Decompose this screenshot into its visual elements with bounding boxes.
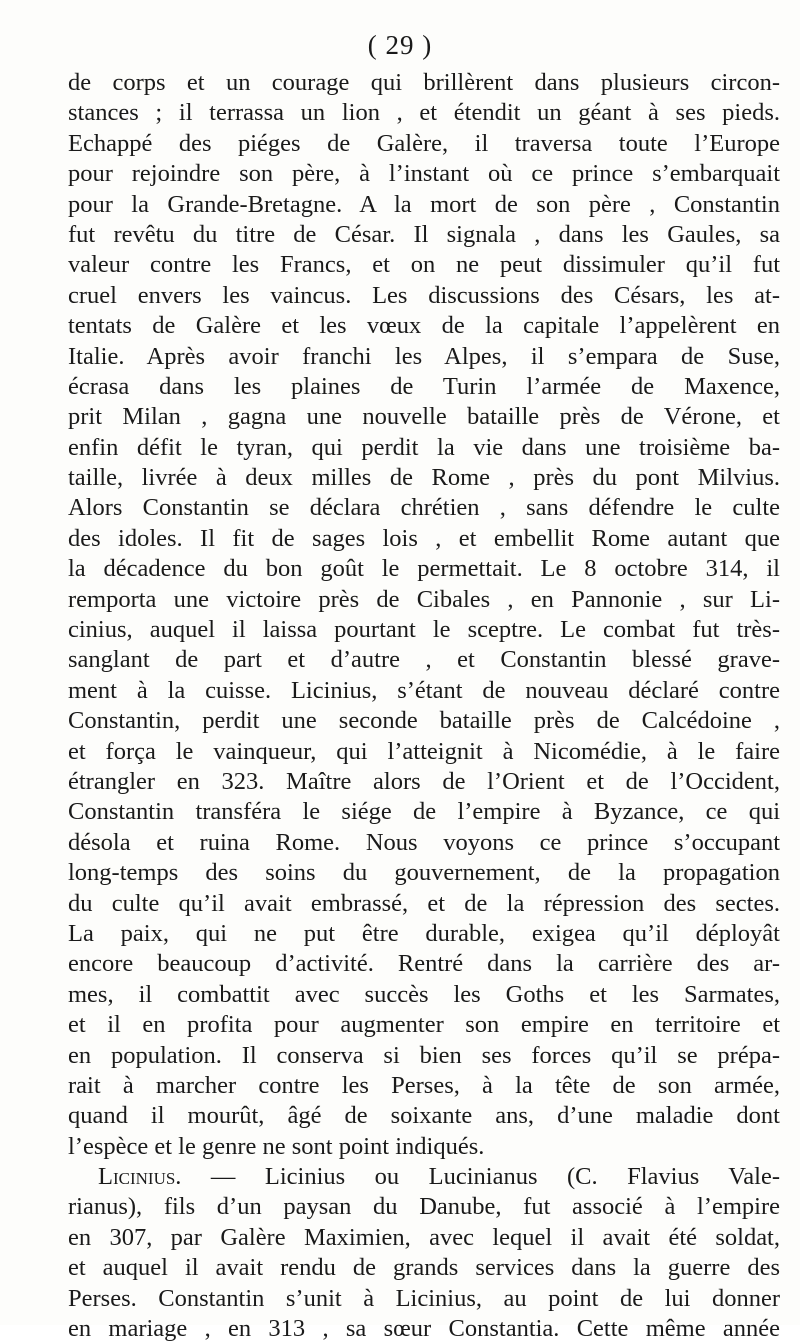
text-line: La paix, qui ne put être durable, exigea qu’il déployât xyxy=(68,919,780,947)
text-line: désola et ruina Rome. Nous voyons ce prince s’occupant xyxy=(68,828,780,856)
text-line: valeur contre les Francs, et on ne peut dissimuler qu’il fut xyxy=(68,251,780,279)
text-line: pour rejoindre son père, à l’instant où ce prince s’embarquait xyxy=(68,160,780,188)
text-line: mes, il combattit avec succès les Goths et les Sarmates, xyxy=(68,980,780,1008)
text-line: Italie. Après avoir franchi les Alpes, il s’empara de Suse, xyxy=(68,342,780,370)
text-line: quand il mourût, âgé de soixante ans, d’une maladie dont xyxy=(68,1102,780,1130)
text-line: fut revêtu du titre de César. Il signala , dans les Gaules, sa xyxy=(68,220,780,248)
text-line: Alors Constantin se déclara chrétien , sans défendre le culte xyxy=(68,494,780,522)
text-line: en 307, par Galère Maximien, avec lequel il avait été soldat, xyxy=(68,1223,780,1251)
text-line: remporta une victoire près de Cibales , en Pannonie , sur Li- xyxy=(68,585,780,613)
text-line: cinius, auquel il laissa pourtant le sceptre. Le combat fut très- xyxy=(68,616,780,644)
text-line: écrasa dans les plaines de Turin l’armée de Maxence, xyxy=(68,372,780,400)
text-line: du culte qu’il avait embrassé, et de la répression des sectes. xyxy=(68,889,780,917)
text-line: l’espèce et le genre ne sont point indiqués. xyxy=(68,1132,485,1160)
text-line: pour la Grande-Bretagne. A la mort de son père , Constantin xyxy=(68,190,780,218)
text-line: sanglant de part et d’autre , et Constantin blessé grave- xyxy=(68,646,780,674)
text-line: étrangler en 323. Maître alors de l’Orient et de l’Occident, xyxy=(68,767,780,795)
text-line: rait à marcher contre les Perses, à la tête de son armée, xyxy=(68,1071,780,1099)
text-line: prit Milan , gagna une nouvelle bataille près de Vérone, et xyxy=(68,403,780,431)
text-line: cruel envers les vaincus. Les discussions des Césars, les at- xyxy=(68,281,780,309)
text-line: ment à la cuisse. Licinius, s’étant de nouveau déclaré contre xyxy=(68,676,780,704)
text-line: Constantin, perdit une seconde bataille près de Calcédoine , xyxy=(68,707,780,735)
text-line: Constantin transféra le siége de l’empire à Byzance, ce qui xyxy=(68,798,780,826)
text-line: tentats de Galère et les vœux de la capitale l’appelèrent en xyxy=(68,312,780,340)
entry-heading: Licinius. xyxy=(98,1163,182,1191)
text-line xyxy=(68,1162,780,1192)
text-line: et il en profita pour augmenter son empire en territoire et xyxy=(68,1011,780,1039)
text-line: stances ; il terrassa un lion , et étendit un géant à ses pieds. xyxy=(68,99,780,127)
text-line: en population. Il conserva si bien ses forces qu’il se prépa- xyxy=(68,1041,780,1069)
text-line: enfin défit le tyran, qui perdit la vie dans une troisième ba- xyxy=(68,433,780,461)
text-line: et força le vainqueur, qui l’atteignit à Nicomédie, à le faire xyxy=(68,737,780,765)
text-line: long-temps des soins du gouvernement, de la propagation xyxy=(68,859,780,887)
text-line: rianus), fils d’un paysan du Danube, fut associé à l’empire xyxy=(68,1193,780,1221)
text-line: Perses. Constantin s’unit à Licinius, au point de lui donner xyxy=(68,1284,780,1312)
text-line: Echappé des piéges de Galère, il traversa toute l’Europe xyxy=(68,129,780,157)
text-line: en mariage , en 313 , sa sœur Constantia. Cette même année xyxy=(68,1315,780,1343)
body-text xyxy=(68,68,780,1344)
text-line: taille, livrée à deux milles de Rome , près du pont Milvius. xyxy=(68,464,780,492)
text-line: la décadence du bon goût le permettait. Le 8 octobre 314, il xyxy=(68,555,780,583)
text-line: des idoles. Il fit de sages lois , et embellit Rome autant que xyxy=(68,524,780,552)
entry-text: — Licinius ou Lucinianus (C. Flavius Vale- xyxy=(181,1163,780,1191)
text-line: de corps et un courage qui brillèrent dans plusieurs circon- xyxy=(68,69,780,96)
text-line: encore beaucoup d’activité. Rentré dans la carrière des ar- xyxy=(68,950,780,978)
page-number: ( 29 ) xyxy=(367,30,433,60)
text-line: et auquel il avait rendu de grands services dans la guerre des xyxy=(68,1254,780,1282)
